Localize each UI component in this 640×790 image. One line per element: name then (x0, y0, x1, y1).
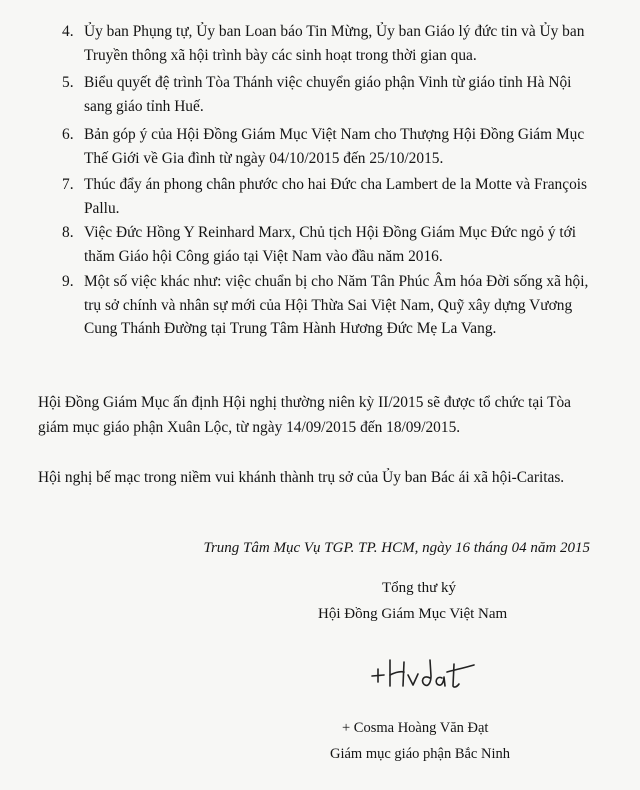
list-number: 8. (62, 224, 74, 241)
list-item-4 (62, 20, 602, 67)
list-item-5 (62, 71, 602, 118)
list-item-6 (62, 123, 602, 170)
signatory-name: + Cosma Hoàng Văn Đạt (342, 720, 489, 736)
list-text: Biểu quyết đệ trình Tòa Thánh việc chuyển giáo phận Vinh từ giáo tỉnh Hà Nội sang giáo tỉnh Huế. (84, 74, 572, 115)
list-number: 5. (62, 74, 74, 91)
list-number: 9. (62, 273, 74, 290)
list-text: Thúc đẩy án phong chân phước cho hai Đức cha Lambert de la Motte và François Pallu. (84, 176, 588, 217)
list-text: Việc Đức Hồng Y Reinhard Marx, Chủ tịch Hội Đồng Giám Mục Đức ngỏ ý tới thăm Giáo hội Công giáo tại Việt Nam vào đầu năm 2016. (84, 224, 577, 265)
signatory-role: Tổng thư ký (382, 580, 456, 596)
list-item-9 (62, 270, 602, 341)
paragraph-closing: Hội nghị bế mạc trong niềm vui khánh thành trụ sở của Ủy ban Bác ái xã hội-Caritas. (38, 469, 565, 486)
list-number: 4. (62, 23, 74, 40)
handwritten-signature-icon (368, 648, 478, 698)
list-number: 6. (62, 126, 74, 143)
paragraph-conference-schedule: Hội Đồng Giám Mục ấn định Hội nghị thường niên kỳ II/2015 sẽ được tổ chức tại Tòa giám mục giáo phận Xuân Lộc, từ ngày 14/09/2015 đến 18/09/2015. (38, 394, 572, 436)
list-text: Ủy ban Phụng tự, Ủy ban Loan báo Tin Mừng, Ủy ban Giáo lý đức tin và Ủy ban Truyền thông xã hội trình bày các sinh hoạt trong thời gian qua. (84, 23, 585, 64)
list-number: 7. (62, 176, 74, 193)
list-text: Một số việc khác như: việc chuẩn bị cho Năm Tân Phúc Âm hóa Đời sống xã hội, trụ sở chính và nhân sự mới của Hội Thừa Sai Việt Nam, Quỹ xây dựng Vương Cung Thánh Đường tại Trung Tâm Hành Hương Đức Mẹ La Vang. (84, 273, 589, 337)
signatory-organization: Hội Đồng Giám Mục Việt Nam (318, 606, 508, 622)
dateline: Trung Tâm Mục Vụ TGP. TP. HCM, ngày 16 tháng 04 năm 2015 (203, 540, 590, 556)
list-item-7 (62, 173, 602, 220)
list-item-8 (62, 221, 602, 268)
signatory-title: Giám mục giáo phận Bắc Ninh (330, 746, 510, 762)
list-text: Bản góp ý của Hội Đồng Giám Mục Việt Nam cho Thượng Hội Đồng Giám Mục Thế Giới về Gia đình từ ngày 04/10/2015 đến 25/10/2015. (84, 126, 585, 167)
